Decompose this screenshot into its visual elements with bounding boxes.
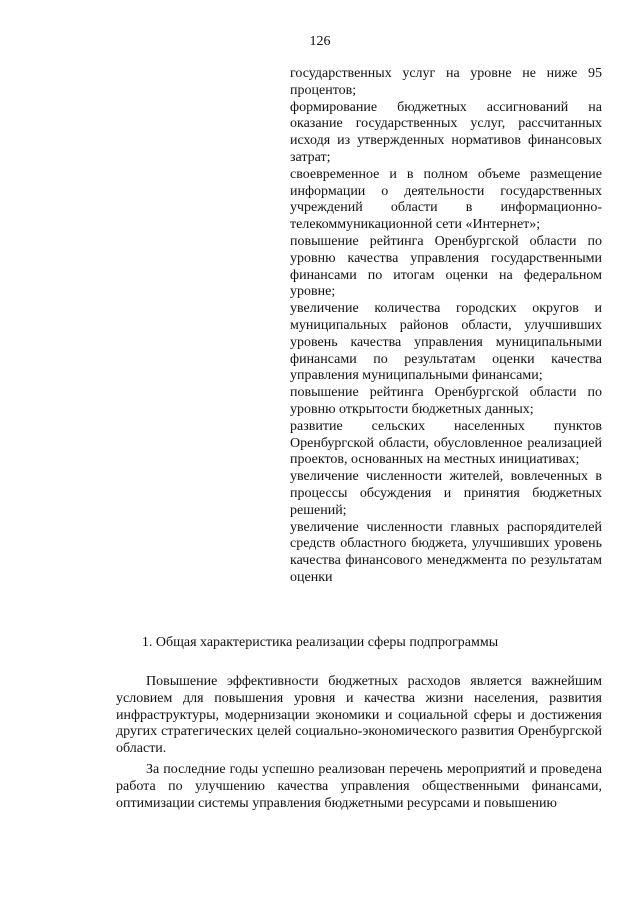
list-item: увеличение численности главных распорядителей средств областного бюджета, улучшивших уровень качества финансового менеджмента по результатам оценки — [290, 519, 602, 585]
list-item: развитие сельских населенных пунктов Оренбургской области, обусловленное реализацией проектов, основанных на местных инициативах; — [290, 418, 602, 468]
paragraph: Повышение эффективности бюджетных расходов является важнейшим условием для повышения уровня и качества жизни населения, развития инфраструктуры, модернизации экономики и социальной сферы и достижения других стратегических целей социально-экономического развития Оренбургской области. — [116, 674, 602, 757]
list-item: государственных услуг на уровне не ниже 95 процентов; — [290, 66, 602, 98]
list-item: увеличение количества городских округов и муниципальных районов области, улучшивших уровень качества управления муниципальными финансами по результатам оценки качества управления муниципальными финансами; — [290, 301, 602, 384]
page-number: 126 — [309, 34, 331, 49]
list-item: своевременное и в полном объеме размещение информации о деятельности государственных учреждений области в информационно-телекоммуникационной сети «Интернет»; — [290, 166, 602, 233]
body-text — [116, 674, 602, 816]
list-item: повышение рейтинга Оренбургской области по уровню открытости бюджетных данных; — [290, 385, 602, 417]
expected-results-list — [290, 66, 602, 587]
list-item: повышение рейтинга Оренбургской области по уровню качества управления государственными финансами по итогам оценки на федеральном уровне; — [290, 233, 602, 300]
list-item: увеличение численности жителей, вовлеченных в процессы обсуждения и принятия бюджетных решений; — [290, 469, 602, 518]
list-item: формирование бюджетных ассигнований на оказание государственных услуг, рассчитанных исходя из утвержденных нормативов финансовых затрат; — [290, 99, 602, 165]
paragraph: За последние годы успешно реализован перечень мероприятий и проведена работа по улучшению качества управления общественными финансами, оптимизации системы управления бюджетными ресурсами и повышению — [116, 761, 602, 811]
section-heading: 1. Общая характеристика реализации сферы подпрограммы — [141, 635, 499, 650]
